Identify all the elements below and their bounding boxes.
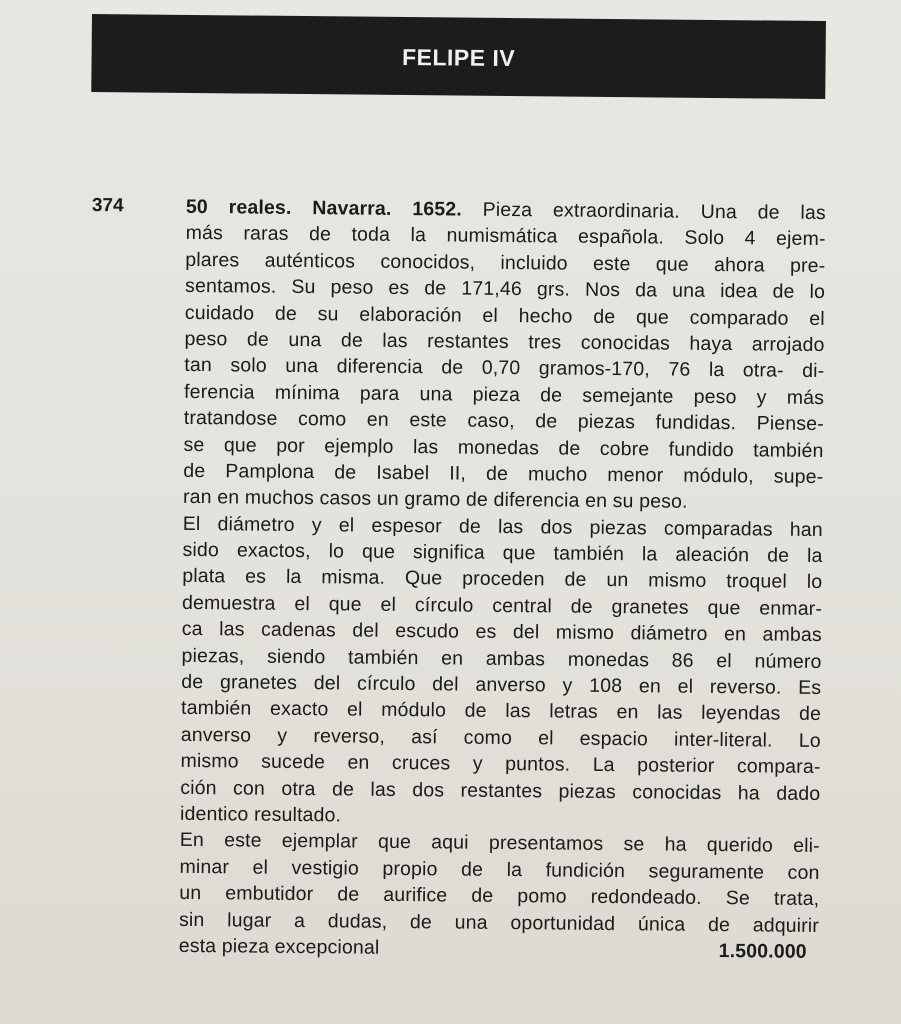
page-title: FELIPE IV	[401, 43, 516, 71]
lot-line: sin lugar a dudas, de una oportunidad única de adquirir	[178, 908, 820, 937]
lot-description	[179, 194, 826, 965]
lot-line: sido exactos, lo que significa que también la aleación de la	[182, 538, 823, 568]
lot-line: En este ejemplar que aqui presentamos se ha querido eli-	[179, 829, 820, 858]
lot-final-text: esta pieza excepcional	[178, 934, 380, 959]
lot-line: tan solo una diferencia de 0,70 gramos-170, 76 la otra- di-	[184, 354, 825, 383]
lot-line: sentamos. Su peso es de 171,46 grs. Nos da una idea de lo	[185, 275, 826, 304]
lot-line: El diámetro y el espesor de las dos piezas comparadas han	[182, 512, 823, 541]
lot-line: ferencia mínima para una pieza de semejante peso y más	[183, 380, 825, 409]
lot-line: ción con otra de las dos restantes piezas conocidas ha dado	[180, 776, 821, 805]
lot-line: cuidado de su elaboración el hecho de que comparado el	[184, 301, 825, 330]
lot-lead: 50 reales. Navarra. 1652.	[185, 195, 462, 221]
lot-line: un embutidor de aurifice de pomo redondeado. Se trata,	[179, 882, 820, 911]
lot-line: ca las cadenas del escudo es del mismo diámetro en ambas	[181, 618, 822, 647]
lot-line: identico resultado.	[179, 802, 342, 827]
lot-line: anverso y reverso, así como el espacio inter-literal. Lo	[180, 723, 821, 752]
lot-number: 374	[91, 194, 124, 217]
lot-final-line	[179, 933, 819, 966]
lot-line: plata es la misma. Que proceden de un mismo troquel lo	[182, 565, 823, 594]
lot-first-line-text: Pieza extraordinaria. Una de las	[461, 198, 826, 225]
lot-line: ran en muchos casos un gramo de diferencia en su peso.	[182, 486, 688, 514]
lot-line: peso de una de las restantes tres conocidas haya arrojado	[184, 327, 825, 356]
lot-entry	[91, 193, 832, 963]
lot-line: se que por ejemplo las monedas de cobre fundido también	[183, 433, 824, 462]
lot-line: plares auténticos conocidos, incluido este que ahora pre-	[185, 248, 826, 277]
lot-line: de Pamplona de Isabel II, de mucho menor módulo, supe-	[183, 459, 824, 488]
lot-line: tratandose como en este caso, de piezas fundidas. Piense-	[183, 407, 824, 436]
lot-price: 1.500.000	[718, 939, 807, 963]
lot-line: también exacto el módulo de las letras en las leyendas de	[180, 697, 822, 726]
lot-line: más raras de toda la numismática española. Solo 4 ejem-	[185, 222, 826, 251]
lot-line: de granetes del círculo del anverso y 108 en el reverso. Es	[181, 670, 822, 700]
lot-line: minar el vestigio propio de la fundición seguramente con	[179, 855, 820, 884]
lot-line: mismo sucede en cruces y puntos. La posterior compara-	[180, 750, 821, 779]
header-bar	[91, 14, 826, 99]
lot-line: piezas, siendo también en ambas monedas 86 el número	[181, 644, 822, 673]
lot-line: demuestra el que el círculo central de granetes que enmar-	[181, 591, 823, 620]
